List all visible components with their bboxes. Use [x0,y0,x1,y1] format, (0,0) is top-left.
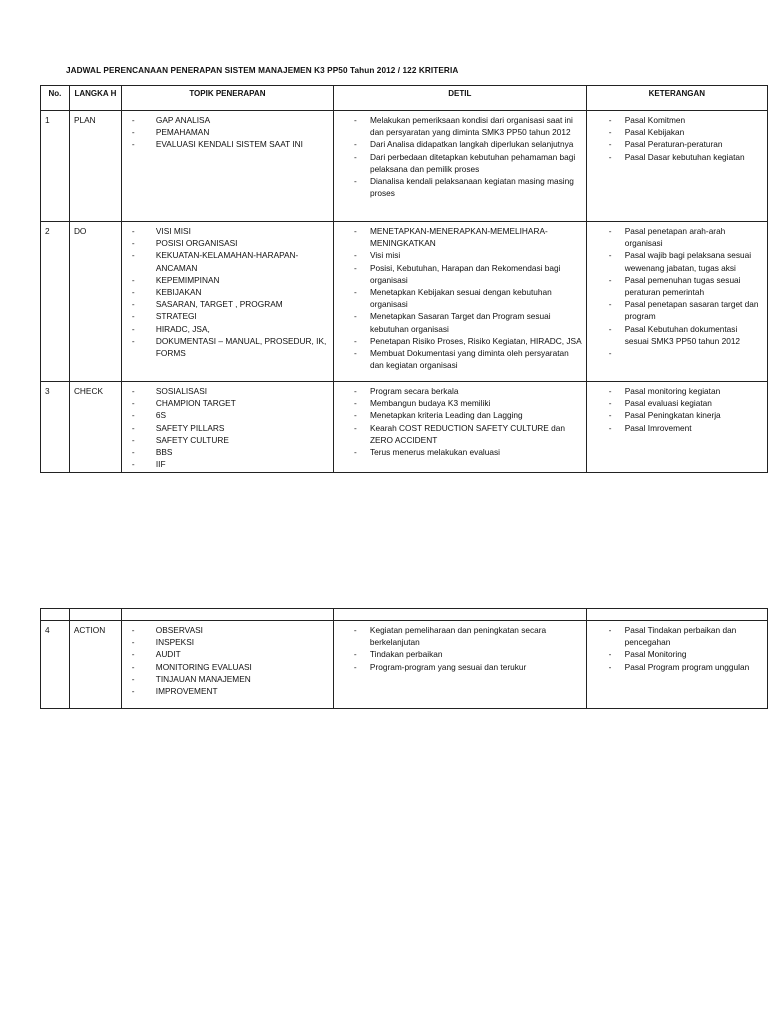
list-item: - Menetapkan kriteria Leading dan Lagging [338,409,582,421]
table-row [41,111,768,222]
list-item: - Pasal Program program unggulan [591,661,763,673]
header-langkah: LANGKA H [69,86,121,111]
detil-cell [333,621,586,709]
list-item: - Membuat Dokumentasi yang diminta oleh persyaratan dan kegiatan organisasi [338,347,582,371]
keterangan-cell [586,621,767,709]
list-item: - Program-program yang sesuai dan terukur [338,661,582,673]
keterangan-cell [586,382,767,473]
topik-cell [121,621,333,709]
list-item: - CHAMPION TARGET [126,397,329,409]
list-item: - 6S [126,409,329,421]
topik-list [126,114,329,151]
detil-list [338,225,582,371]
header-detil: DETIL [333,86,586,111]
list-item: - INSPEKSI [126,636,329,648]
topik-cell [121,111,333,222]
list-item: - KEBIJAKAN [126,286,329,298]
list-item: - Visi misi [338,249,582,261]
detil-list [338,624,582,673]
list-item: - Kearah COST REDUCTION SAFETY CULTURE dan ZERO ACCIDENT [338,422,582,446]
list-item: - OBSERVASI [126,624,329,636]
list-item: - Pasal penetapan arah-arah organisasi [591,225,763,249]
topik-list [126,225,329,359]
detil-cell [333,111,586,222]
list-item: - Pasal wajib bagi pelaksana sesuai wewenang jabatan, tugas aksi [591,249,763,273]
empty-cell [121,609,333,621]
list-item: - PEMAHAMAN [126,126,329,138]
topik-cell [121,222,333,382]
list-item: - Pasal Kebijakan [591,126,763,138]
empty-cell [586,609,767,621]
list-item: - AUDIT [126,648,329,660]
keterangan-list [591,624,763,673]
header-row [41,86,768,111]
list-item: - Dianalisa kendali pelaksanaan kegiatan masing masing proses [338,175,582,199]
row-number: 2 [41,222,70,382]
list-item: - Pasal Imrovement [591,422,763,434]
list-item: - Tindakan perbaikan [338,648,582,660]
empty-cell [333,609,586,621]
list-item: - GAP ANALISA [126,114,329,126]
row-number: 1 [41,111,70,222]
schedule-table [40,85,768,473]
detil-cell [333,222,586,382]
list-item: - Program secara berkala [338,385,582,397]
list-item: - STRATEGI [126,310,329,322]
list-item: - Terus menerus melakukan evaluasi [338,446,582,458]
detil-list [338,385,582,458]
empty-cell [41,609,70,621]
topik-cell [121,382,333,473]
list-item: - Posisi, Kebutuhan, Harapan dan Rekomendasi bagi organisasi [338,262,582,286]
list-item: - Pasal evaluasi kegiatan [591,397,763,409]
list-item: - HIRADC, JSA, [126,323,329,335]
row-step: CHECK [69,382,121,473]
schedule-table-continued [40,608,768,709]
list-item: - Pasal pemenuhan tugas sesuai peraturan pemerintah [591,274,763,298]
list-item: - SOSIALISASI [126,385,329,397]
empty-cell [69,609,121,621]
list-item: - Kegiatan pemeliharaan dan peningkatan secara berkelanjutan [338,624,582,648]
list-item: - IMPROVEMENT [126,685,329,697]
row-number: 3 [41,382,70,473]
table-row [41,222,768,382]
list-item: - Pasal Monitoring [591,648,763,660]
list-item: - MONITORING EVALUASI [126,661,329,673]
table-row [41,382,768,473]
list-item: - SASARAN, TARGET , PROGRAM [126,298,329,310]
keterangan-cell [586,222,767,382]
table-row [41,621,768,709]
list-item: - KEPEMIMPINAN [126,274,329,286]
header-topik: TOPIK PENERAPAN [121,86,333,111]
list-item: - Pasal Peningkatan kinerja [591,409,763,421]
list-item: - Pasal penetapan sasaran target dan program [591,298,763,322]
row-step: DO [69,222,121,382]
header-no: No. [41,86,70,111]
list-item: - IIF [126,458,329,470]
keterangan-list [591,385,763,434]
row-step: ACTION [69,621,121,709]
list-item: - Pasal Peraturan-peraturan [591,138,763,150]
list-item: - DOKUMENTASI – MANUAL, PROSEDUR, IK, FORMS [126,335,329,359]
list-item: - EVALUASI KENDALI SISTEM SAAT INI [126,138,329,150]
detil-cell [333,382,586,473]
keterangan-list [591,114,763,163]
list-item: - Melakukan pemeriksaan kondisi dari organisasi saat ini dan persyaratan yang diminta SMK3 PP50 tahun 2012 [338,114,582,138]
row-step: PLAN [69,111,121,222]
empty-header-row [41,609,768,621]
keterangan-list [591,225,763,347]
list-item: - KEKUATAN-KELAMAHAN-HARAPAN-ANCAMAN [126,249,329,273]
list-item: - TINJAUAN MANAJEMEN [126,673,329,685]
list-item: - VISI MISI [126,225,329,237]
topik-list [126,624,329,697]
header-keterangan: KETERANGAN [586,86,767,111]
list-item: - Membangun budaya K3 memiliki [338,397,582,409]
list-item: - Pasal Kebutuhan dokumentasi sesuai SMK3 PP50 tahun 2012 [591,323,763,347]
topik-list [126,385,329,470]
list-item: - Pasal monitoring kegiatan [591,385,763,397]
row-number: 4 [41,621,70,709]
list-item: - Menetapkan Sasaran Target dan Program sesuai kebutuhan organisasi [338,310,582,334]
list-item: - SAFETY PILLARS [126,422,329,434]
list-item: - Dari Analisa didapatkan langkah diperlukan selanjutnya [338,138,582,150]
list-item: - Pasal Dasar kebutuhan kegiatan [591,151,763,163]
list-item: - BBS [126,446,329,458]
list-item: - Penetapan Risiko Proses, Risiko Kegiatan, HIRADC, JSA [338,335,582,347]
list-item: - Dari perbedaan ditetapkan kebutuhan pehamaman bagi pelaksana dan pemilik proses [338,151,582,175]
list-item: - Pasal Komitmen [591,114,763,126]
list-item: - Menetapkan Kebijakan sesuai dengan kebutuhan organisasi [338,286,582,310]
list-item: - Pasal Tindakan perbaikan dan pencegahan [591,624,763,648]
list-item: - MENETAPKAN-MENERAPKAN-MEMELIHARA-MENINGKATKAN [338,225,582,249]
document-title: JADWAL PERENCANAAN PENERAPAN SISTEM MANAJEMEN K3 PP50 Tahun 2012 / 122 KRITERIA [66,66,459,75]
list-item: - POSISI ORGANISASI [126,237,329,249]
detil-list [338,114,582,199]
keterangan-cell [586,111,767,222]
list-item: - SAFETY CULTURE [126,434,329,446]
